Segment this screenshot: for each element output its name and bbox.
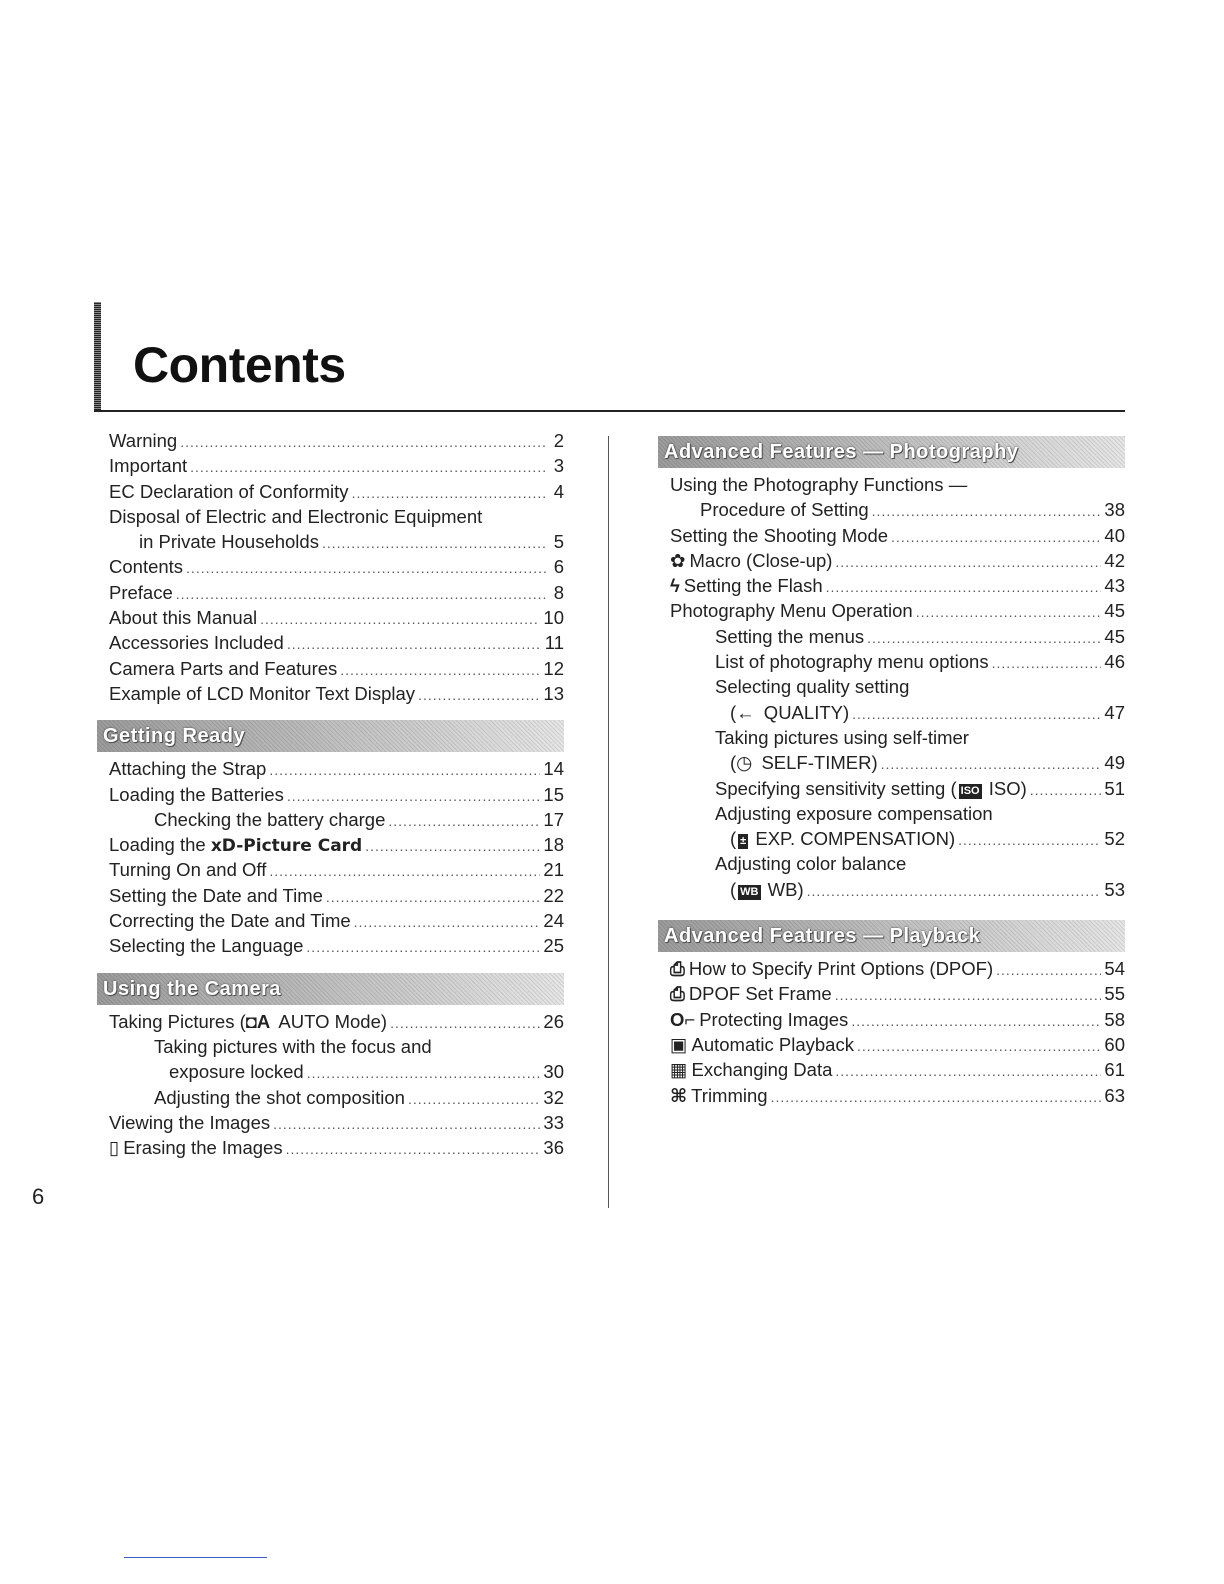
toc-entry[interactable]: Setting the Shooting Mode ..... 40: [670, 523, 1125, 548]
toc-entry[interactable]: ▣ Automatic Playback ..... 60: [670, 1032, 1125, 1057]
toc-left-column: [103, 428, 564, 1160]
toc-entry-line1: Taking pictures with the focus and: [154, 1035, 432, 1057]
toc-entry[interactable]: ▯ Erasing the Images ..... 36: [109, 1135, 564, 1160]
toc-entry[interactable]: Photography Menu Operation ..... 45: [670, 598, 1125, 623]
toc-entry-line1: Adjusting color balance: [715, 853, 907, 875]
toc-entry[interactable]: Camera Parts and Features ..... 12: [109, 656, 564, 681]
iso-icon: ISO: [960, 784, 980, 797]
auto-mode-icon: ◘A: [245, 1010, 271, 1032]
toc-entry[interactable]: Loading the xD-Picture Card ..... 18: [109, 832, 564, 857]
toc-entry[interactable]: exposure locked ..... 30: [109, 1059, 564, 1084]
exposure-compensation-icon: ±: [740, 835, 747, 848]
trimming-icon: ⌘: [670, 1084, 688, 1106]
toc-entry[interactable]: Taking Pictures (◘A AUTO Mode) ..... 26: [109, 1009, 564, 1034]
toc-entry[interactable]: Turning On and Off ..... 21: [109, 857, 564, 882]
column-divider: [608, 436, 609, 1208]
toc-entry[interactable]: Attaching the Strap ..... 14: [109, 756, 564, 781]
toc-entry[interactable]: Warning ..... 2: [109, 428, 564, 453]
toc-entry[interactable]: Specifying sensitivity setting ( ISO ISO) ..... 51: [670, 776, 1125, 801]
toc-entry-line1: Using the Photography Functions —: [670, 474, 968, 495]
toc-entry-line1: Taking pictures using self-timer: [715, 726, 969, 748]
title-rule: [94, 410, 1125, 412]
toc-entry[interactable]: EC Declaration of Conformity ..... 4: [109, 479, 564, 504]
toc-entry[interactable]: ϟ Setting the Flash ..... 43: [670, 573, 1125, 598]
toc-entry[interactable]: ( ± EXP. COMPENSATION) ..... 52: [670, 826, 1125, 851]
printer-icon: ⎙: [670, 983, 685, 1005]
self-timer-icon: ◷: [736, 752, 753, 774]
toc-entry[interactable]: Accessories Included ..... 11: [109, 630, 564, 655]
toc-entry[interactable]: Example of LCD Monitor Text Display ..... 13: [109, 681, 564, 706]
section-heading-getting-ready: Getting Ready: [97, 720, 564, 752]
trash-icon: ▯: [109, 1137, 120, 1159]
toc-entry[interactable]: About this Manual ..... 10: [109, 605, 564, 630]
toc-entry-line1: Adjusting exposure compensation: [715, 802, 993, 824]
flash-icon: ϟ: [670, 575, 680, 597]
section-heading-playback: Advanced Features — Playback: [658, 920, 1125, 952]
toc-entry[interactable]: Correcting the Date and Time ..... 24: [109, 908, 564, 933]
toc-entry[interactable]: in Private Households ..... 5: [109, 529, 564, 554]
toc-entry[interactable]: Loading the Batteries ..... 15: [109, 782, 564, 807]
toc-entry[interactable]: Preface ..... 8: [109, 580, 564, 605]
toc-entry[interactable]: ⎙ How to Specify Print Options (DPOF) ..... 54: [670, 956, 1125, 981]
toc-entry[interactable]: O⌐ Protecting Images ..... 58: [670, 1007, 1125, 1032]
toc-entry[interactable]: Setting the Date and Time ..... 22: [109, 883, 564, 908]
section-heading-using-camera: Using the Camera: [97, 973, 564, 1005]
toc-entry[interactable]: Procedure of Setting ..... 38: [670, 497, 1125, 522]
slideshow-icon: ▣: [670, 1033, 688, 1055]
page-title: Contents: [133, 337, 346, 393]
section-heading-photography: Advanced Features — Photography: [658, 436, 1125, 468]
toc-entry[interactable]: Viewing the Images ..... 33: [109, 1110, 564, 1135]
toc-entry[interactable]: ⎙ DPOF Set Frame ..... 55: [670, 981, 1125, 1006]
white-balance-icon: WB: [740, 885, 759, 898]
toc-entry[interactable]: Setting the menus ..... 45: [670, 624, 1125, 649]
toc-entry[interactable]: (◷ SELF-TIMER) ..... 49: [670, 750, 1125, 775]
toc-entry-line1: Disposal of Electric and Electronic Equipment: [109, 505, 483, 527]
toc-entry[interactable]: List of photography menu options ..... 46: [670, 649, 1125, 674]
title-accent-bar: [94, 302, 101, 412]
toc-entry[interactable]: Important ..... 3: [109, 453, 564, 478]
bottom-link-underline[interactable]: [124, 1557, 267, 1558]
toc-entry[interactable]: (← QUALITY) ..... 47: [670, 700, 1125, 725]
page-number: 6: [32, 1184, 45, 1209]
toc-entry-line1: Selecting quality setting: [715, 676, 910, 698]
toc-entry[interactable]: Checking the battery charge ..... 17: [109, 807, 564, 832]
printer-icon: ⎙: [670, 958, 685, 980]
copy-data-icon: ▦: [670, 1059, 688, 1081]
toc-entry[interactable]: ✿ Macro (Close-up) ..... 42: [670, 548, 1125, 573]
toc-entry[interactable]: ( WB WB) ..... 53: [670, 877, 1125, 902]
quality-icon: ←: [736, 701, 755, 723]
toc-entry[interactable]: ▦ Exchanging Data ..... 61: [670, 1057, 1125, 1082]
toc-entry[interactable]: ⌘ Trimming ..... 63: [670, 1083, 1125, 1108]
toc-entry[interactable]: Adjusting the shot composition ..... 32: [109, 1085, 564, 1110]
macro-flower-icon: ✿: [670, 549, 686, 571]
xd-card-name: xD-Picture Card: [210, 836, 363, 857]
toc-right-column: [664, 436, 1125, 1108]
protect-key-icon: O⌐: [670, 1008, 696, 1030]
toc-entry[interactable]: Selecting the Language ..... 25: [109, 933, 564, 958]
toc-entry[interactable]: Contents ..... 6: [109, 554, 564, 579]
